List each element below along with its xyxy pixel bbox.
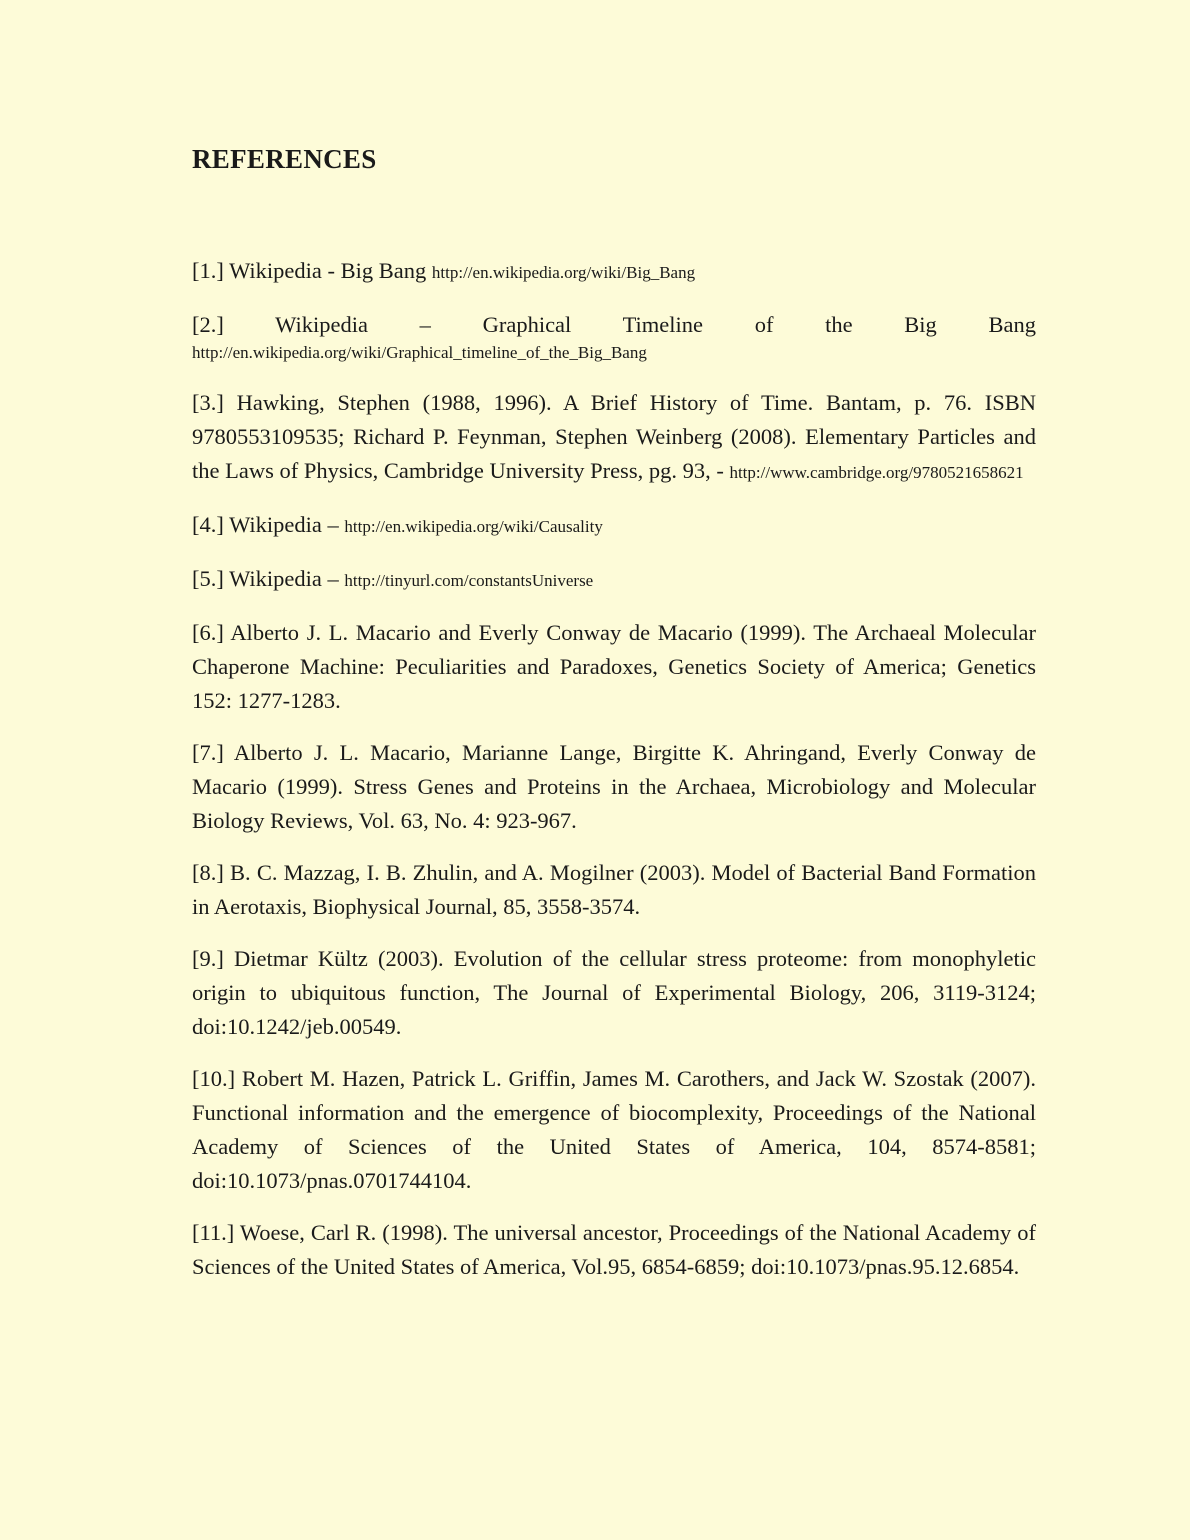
reference-link[interactable]: http://www.cambridge.org/9780521658621 — [729, 463, 1024, 482]
reference-item-5 — [192, 562, 1036, 598]
reference-item-3 — [192, 386, 1036, 490]
reference-link[interactable]: http://en.wikipedia.org/wiki/Causality — [344, 517, 603, 536]
reference-label: [2.] — [192, 312, 224, 337]
reference-label: [3.] — [192, 390, 224, 415]
reference-item-4 — [192, 508, 1036, 544]
reference-label: [10.] — [192, 1066, 236, 1091]
reference-label: [9.] — [192, 946, 224, 971]
reference-link[interactable]: http://en.wikipedia.org/wiki/Big_Bang — [431, 263, 696, 282]
reference-item-10 — [192, 1062, 1036, 1198]
reference-label: [6.] — [192, 620, 224, 645]
reference-link[interactable]: http://en.wikipedia.org/wiki/Graphical_timeline_of_the_Big_Bang — [192, 343, 647, 362]
reference-label: [8.] — [192, 860, 224, 885]
reference-item-11 — [192, 1216, 1036, 1284]
reference-label: [7.] — [192, 740, 224, 765]
page-title: REFERENCES — [192, 144, 377, 174]
reference-text: Wikipedia - Big Bang — [229, 258, 427, 283]
reference-text: Hawking, Stephen (1988, 1996). A Brief History of Time. Bantam, p. 76. ISBN 9780553109535; Richard P. Feynman, Stephen Weinberg (2008). Elementary Particles and the Laws of Physics, Cambridge University Press, pg. 93, - — [192, 390, 1036, 483]
reference-item-6 — [192, 616, 1036, 718]
reference-item-9 — [192, 942, 1036, 1044]
reference-item-1 — [192, 254, 1036, 290]
reference-text: Robert M. Hazen, Patrick L. Griffin, James M. Carothers, and Jack W. Szostak (2007). Functional information and the emergence of biocomplexity, Proceedings of the National Academy of Sciences of the United States of America, 104, 8574-8581; doi:10.1073/pnas.0701744104. — [192, 1066, 1036, 1193]
reference-text: Wikipedia – Graphical Timeline of the Big Bang — [275, 312, 1036, 337]
reference-item-2 — [192, 308, 1036, 368]
reference-item-7 — [192, 736, 1036, 838]
reference-text: B. C. Mazzag, I. B. Zhulin, and A. Mogilner (2003). Model of Bacterial Band Formation in Aerotaxis, Biophysical Journal, 85, 3558-3574. — [192, 860, 1037, 919]
reference-link[interactable]: http://tinyurl.com/constantsUniverse — [344, 571, 594, 590]
reference-text: Wikipedia – — [229, 512, 339, 537]
reference-text: Dietmar Kültz (2003). Evolution of the cellular stress proteome: from monophyletic origin to ubiquitous function, The Journal of Experimental Biology, 206, 3119-3124; doi:10.1242/jeb.00549. — [192, 946, 1036, 1039]
reference-text: Alberto J. L. Macario, Marianne Lange, Birgitte K. Ahringand, Everly Conway de Macario (1999). Stress Genes and Proteins in the Archaea, Microbiology and Molecular Biology Reviews, Vol. 63, No. 4: 923-967. — [192, 740, 1036, 833]
reference-text: Wikipedia – — [229, 566, 339, 591]
reference-item-8 — [192, 856, 1036, 924]
reference-label: [5.] — [192, 566, 224, 591]
reference-text: Woese, Carl R. (1998). The universal ancestor, Proceedings of the National Academy of Sciences of the United States of America, Vol.95, 6854-6859; doi:10.1073/pnas.95.12.6854. — [192, 1220, 1036, 1279]
reference-label: [11.] — [192, 1220, 235, 1245]
reference-text: Alberto J. L. Macario and Everly Conway de Macario (1999). The Archaeal Molecular Chaperone Machine: Peculiarities and Paradoxes, Genetics Society of America; Genetics 152: 1277-1283. — [192, 620, 1037, 713]
reference-label: [4.] — [192, 512, 224, 537]
reference-list — [192, 254, 1036, 1284]
reference-label: [1.] — [192, 258, 224, 283]
